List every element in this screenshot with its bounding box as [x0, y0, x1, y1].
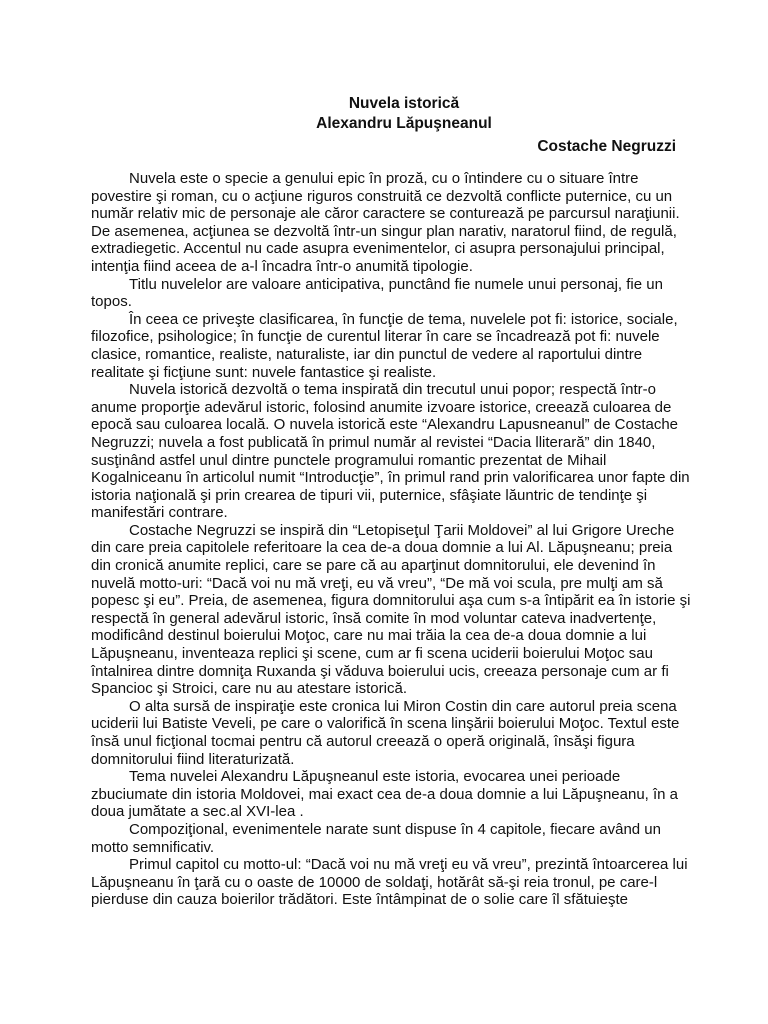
document-title: Nuvela istorică	[348, 95, 460, 112]
paragraph: Titlu nuvelelor are valoare anticipativa, punctând fie numele unui personaj, fie un topos.	[91, 275, 663, 311]
paragraph: O alta sursă de inspiraţie este cronica lui Miron Costin din care autorul preia scena uciderii lui Batiste Veveli, pe care o valorifică în scena linşării boierului Moţoc. Textul este însă unul ficţional tocmai pentru că autorul creează o operă originală, însăşi figura domnitorului fiind literaturizată.	[91, 697, 680, 768]
document-subtitle: Alexandru Lăpuşneanul	[316, 115, 492, 132]
paragraph: Nuvela istorică dezvoltă o tema inspirată din trecutul unui popor; respectă într-o anume proporţie adevărul istoric, folosind anumite izvoare istorice, creează culoarea de epocă sau culoarea locală. O nuvela istorică este “Alexandru Lapusneanul” de Costache Negruzzi; nuvela a fost publicată în primul număr al revistei “Dacia lliterară” din 1840, susţinând astfel unul dintre punctele programului romantic prezentat de Mihail Kogalniceanu în articolul numit “Introducţie”, în primul rand prin valorificarea unor fapte din istoria naţională şi prin crearea de tipuri vii, puternice, sfâşiate lăuntric de tendinţe şi manifestări contrare.	[91, 381, 690, 522]
paragraph: Primul capitol cu motto-ul: “Dacă voi nu mă vreţi eu vă vreu”, prezintă întoarcerea lui Lăpuşneanu în ţară cu o oaste de 10000 de soldaţi, hotărât să-şi reia tronul, pe care-l pierduse din cauza boierilor trădători. Este întâmpinat de o solie care îl sfătuieşte	[91, 856, 688, 909]
document-body	[91, 170, 691, 909]
paragraph: În ceea ce priveşte clasificarea, în funcţie de tema, nuvelele pot fi: istorice, sociale, filozofice, psihologice; în funcţie de curentul literar în care se încadrează pot fi: nuvele clasice, romantice, realiste, naturaliste, iar din punctul de vedere al raportului dintre realitate şi ficţiune sunt: nuvele fantastice şi realiste.	[91, 310, 678, 381]
paragraph: Compoziţional, evenimentele narate sunt dispuse în 4 capitole, fiecare având un motto semnificativ.	[91, 820, 661, 856]
paragraph: Nuvela este o specie a genului epic în proză, cu o întindere cu o situare între povestire şi roman, cu o acţiune riguros construită ce dezvoltă conflicte puternice, cu un număr relativ mic de personaje ale căror caractere se conturează pe parcursul naraţiunii. De asemenea, acţiunea se dezvoltă într-un singur plan narativ, naratorul fiind, de regulă, extradiegetic. Accentul nu cade asupra evenimentelor, ci asupra personajului principal, intenţia fiind aceea de a-l încadra într-o anumită tipologie.	[91, 170, 680, 275]
document-author: Costache Negruzzi	[537, 138, 676, 155]
paragraph: Costache Negruzzi se inspiră din “Letopiseţul Ţarii Moldovei” al lui Grigore Ureche din care preia capitolele referitoare la cea de-a doua domnie a lui Al. Lăpuşneanu; preia din cronică anumite replici, care se pare că au aparţinut domnitorului, ele devenind în nuvelă motto-uri: “Dacă voi nu mă vreţi, eu vă vreu”, “De mă voi scula, pre mulţi am să popesc şi eu”. Preia, de asemenea, figura domnitorului aşa cum s-a întipărit ea în istorie şi respectă în general adevărul istoric, însă comite în mod voluntar cateva inadvertenţe, modificând destinul boierului Moţoc, care nu mai trăia la cea de-a doua domnie a lui Lăpuşneanu, inventeaza replici şi scene, cum ar fi scena uciderii boierului Moţoc sau întalnirea dintre domniţa Ruxanda şi văduva boierului ucis, creeaza personaje cum ar fi Spancioc şi Stroici, care nu au atestare istorică.	[91, 521, 691, 698]
paragraph: Tema nuvelei Alexandru Lăpuşneanul este istoria, evocarea unei perioade zbuciumate din istoria Moldovei, mai exact cea de-a doua domnie a lui Lăpuşneanu, în a doua jumătate a sec.al XVI-lea .	[91, 768, 679, 821]
